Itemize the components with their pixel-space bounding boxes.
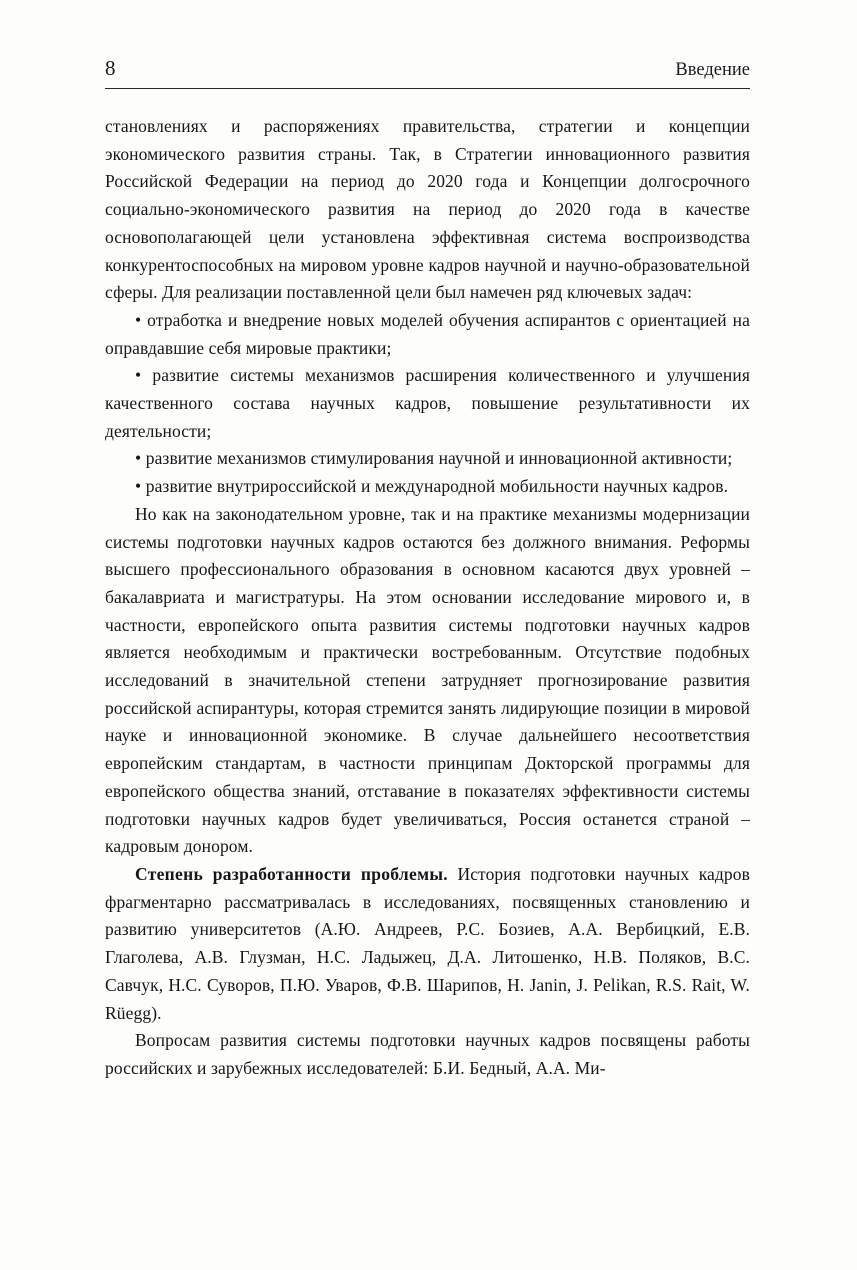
bullet-item-text: развитие системы механизмов расширения количественного и улучшения качественного состава научных кадров, повышение результативности их деятельности; [105,365,750,441]
page-body [105,113,750,1083]
header-rule [105,88,750,89]
page-header [105,56,750,88]
bullet-marker: • [135,365,142,386]
bullet-item-text: отработка и внедрение новых моделей обучения аспирантов с ориентацией на оправдавшие себя мировые практики; [105,309,750,358]
bullet-item-text: развитие механизмов стимулирования научной и инновационной активности; [145,448,733,469]
paragraph-text: История подготовки научных кадров фрагментарно рассматривалась в исследованиях, посвященных становлению и развитию университетов (А.Ю. Андреев, Р.С. Бозиев, А.А. Вербицкий, Е.В. Глаголева, А.В. Глузман, Н.С. Ладыжец, Д.А. Литошенко, Н.В. Поляков, В.С. Савчук, Н.С. Суворов, П.Ю. Уваров, Ф.В. Шарипов, H. Janin, J. Pelikan, R.S. Rait, W. Rüegg). [105,863,750,1023]
bullet-item [105,307,750,362]
bullet-marker: • [135,448,142,469]
bullet-item [105,445,750,473]
run-in-heading: Степень разработанности проблемы. [135,863,448,884]
bullet-marker: • [135,309,142,330]
page-number: 8 [105,56,116,80]
paragraph-with-run-in-heading [105,861,750,1027]
paragraph: становлениях и распоряжениях правительства, стратегии и концепции экономического развития страны. Так, в Стратегии инновационного развития Российской Федерации на период до 2020 года и Концепции долгосрочного социально-экономического развития на период до 2020 года в качестве основополагающей цели установлена эффективная система воспроизводства конкурентоспособных на мировом уровне кадров научной и научно-образовательной сферы. Для реализации поставленной цели был намечен ряд ключевых задач: [105,116,750,303]
bullet-marker: • [135,476,142,497]
paragraph: Вопросам развития системы подготовки научных кадров посвящены работы российских и зарубежных исследователей: Б.И. Бедный, А.А. Ми- [105,1030,750,1078]
running-head-section-title: Введение [675,60,750,80]
paragraph: Но как на законодательном уровне, так и на практике механизмы модернизации системы подготовки научных кадров остаются без должного внимания. Реформы высшего профессионального образования в основном касаются двух уровней – бакалавриата и магистратуры. На этом основании исследование мирового и, в частности, европейского опыта развития системы подготовки научных кадров является необходимым и практически востребованным. Отсутствие подобных исследований в значительной степени затрудняет прогнозирование развития российской аспирантуры, которая стремится занять лидирующие позиции в мировой науке и инновационной экономике. В случае дальнейшего несоответствия европейским стандартам, в частности принципам Докторской программы для европейского общества знаний, отставание в показателях эффективности системы подготовки научных кадров будет увеличиваться, Россия останется страной – кадровым донором. [105,503,750,857]
bullet-item [105,362,750,445]
bullet-item [105,473,750,501]
bullet-item-text: развитие внутрироссийской и международной мобильности научных кадров. [145,476,729,497]
